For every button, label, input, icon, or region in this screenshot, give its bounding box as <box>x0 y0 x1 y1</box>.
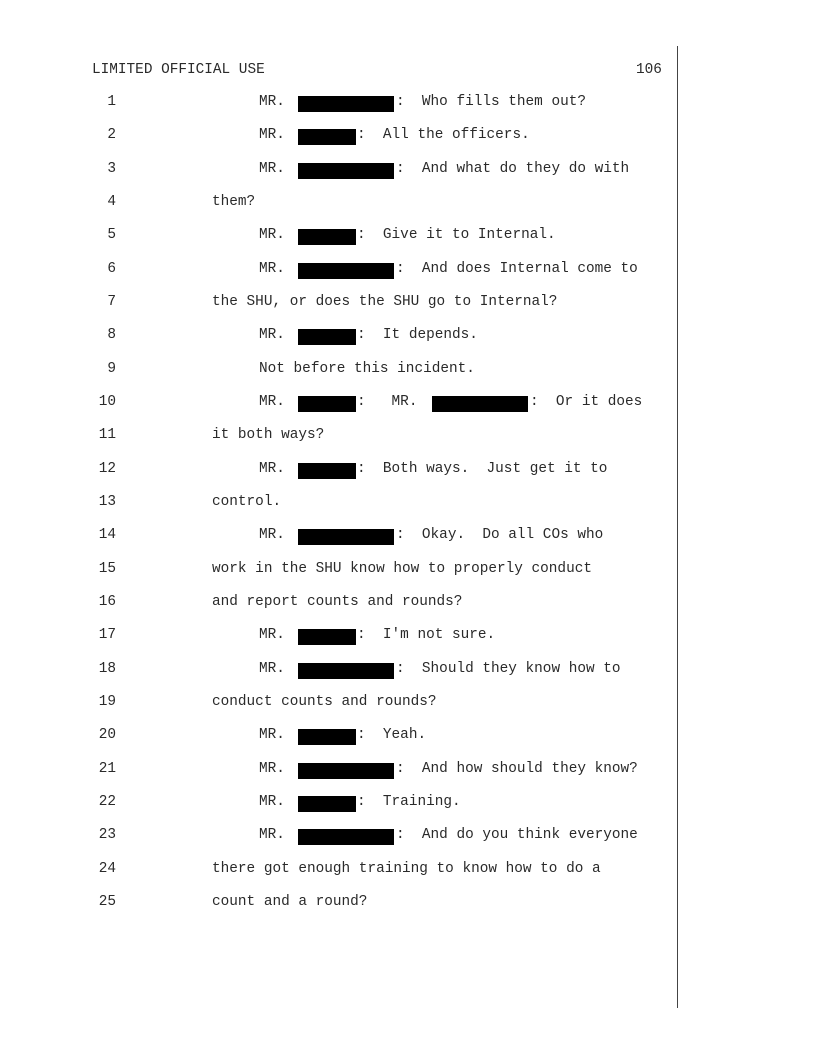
line-number: 13 <box>98 494 116 510</box>
line-text: : And how should they know? <box>396 761 638 777</box>
redaction-bar <box>298 763 394 779</box>
speaker-prefix: MR. <box>259 94 285 110</box>
redaction-bar <box>298 229 356 245</box>
transcript-line <box>0 594 700 614</box>
redaction-bar <box>298 263 394 279</box>
line-text: and report counts and rounds? <box>212 594 463 610</box>
transcript-line <box>0 894 700 914</box>
speaker-prefix: MR. <box>259 227 285 243</box>
speaker-prefix: MR. <box>259 461 285 477</box>
transcript-line <box>0 527 700 547</box>
line-number: 20 <box>98 727 116 743</box>
line-text: there got enough training to know how to do a <box>212 861 601 877</box>
line-text: : Who fills them out? <box>396 94 586 110</box>
line-text: : Yeah. <box>357 727 427 743</box>
speaker-prefix: MR. <box>259 727 285 743</box>
transcript-line <box>0 127 700 147</box>
line-number: 11 <box>98 427 116 443</box>
line-number: 2 <box>107 127 116 143</box>
transcript-line <box>0 694 700 714</box>
redaction-bar <box>298 729 356 745</box>
line-number: 3 <box>107 161 116 177</box>
line-number: 23 <box>98 827 116 843</box>
redaction-bar <box>298 463 356 479</box>
line-text: : I'm not sure. <box>357 627 496 643</box>
line-number: 10 <box>98 394 116 410</box>
transcript-line <box>0 727 700 747</box>
transcript-line <box>0 261 700 281</box>
redaction-bar <box>432 396 528 412</box>
line-number: 7 <box>107 294 116 310</box>
line-text: conduct counts and rounds? <box>212 694 437 710</box>
speaker-prefix: MR. <box>259 827 285 843</box>
line-number: 8 <box>107 327 116 343</box>
transcript-line <box>0 461 700 481</box>
line-number: 25 <box>98 894 116 910</box>
transcript-line <box>0 94 700 114</box>
line-text: count and a round? <box>212 894 368 910</box>
speaker-prefix: MR. <box>259 661 285 677</box>
redaction-bar <box>298 529 394 545</box>
speaker-prefix: MR. <box>259 127 285 143</box>
line-number: 1 <box>107 94 116 110</box>
redaction-bar <box>298 663 394 679</box>
line-number: 5 <box>107 227 116 243</box>
speaker-prefix: MR. <box>259 161 285 177</box>
line-text: : Or it does <box>530 394 643 410</box>
line-text: work in the SHU know how to properly conduct <box>212 561 592 577</box>
line-text: control. <box>212 494 282 510</box>
redaction-bar <box>298 629 356 645</box>
transcript-line <box>0 861 700 881</box>
transcript-line <box>0 394 700 414</box>
line-text: them? <box>212 194 256 210</box>
line-text: : Should they know how to <box>396 661 621 677</box>
speaker-prefix: MR. <box>259 794 285 810</box>
line-text: : Both ways. Just get it to <box>357 461 608 477</box>
line-number: 16 <box>98 594 116 610</box>
redaction-bar <box>298 329 356 345</box>
transcript-line <box>0 227 700 247</box>
line-number: 12 <box>98 461 116 477</box>
line-number: 9 <box>107 361 116 377</box>
line-number: 6 <box>107 261 116 277</box>
line-number: 21 <box>98 761 116 777</box>
redaction-bar <box>298 96 394 112</box>
transcript-line <box>0 194 700 214</box>
transcript-line <box>0 294 700 314</box>
redaction-bar <box>298 829 394 845</box>
line-number: 4 <box>107 194 116 210</box>
transcript-line <box>0 327 700 347</box>
line-number: 22 <box>98 794 116 810</box>
line-text: it both ways? <box>212 427 325 443</box>
transcript-line <box>0 661 700 681</box>
transcript-line <box>0 627 700 647</box>
speaker-prefix: MR. <box>259 527 285 543</box>
redaction-bar <box>298 129 356 145</box>
line-text: : It depends. <box>357 327 478 343</box>
redaction-bar <box>298 163 394 179</box>
line-number: 15 <box>98 561 116 577</box>
line-number: 18 <box>98 661 116 677</box>
transcript-line <box>0 161 700 181</box>
classification-header: LIMITED OFFICIAL USE <box>92 62 265 78</box>
line-text: : And what do they do with <box>396 161 630 177</box>
line-text: : Training. <box>357 794 461 810</box>
line-text: : MR. <box>357 394 418 410</box>
transcript-line <box>0 494 700 514</box>
speaker-prefix: MR. <box>259 627 285 643</box>
redaction-bar <box>298 396 356 412</box>
line-number: 14 <box>98 527 116 543</box>
line-text: the SHU, or does the SHU go to Internal? <box>212 294 558 310</box>
line-text: : And do you think everyone <box>396 827 638 843</box>
line-text: : Okay. Do all COs who <box>396 527 604 543</box>
speaker-prefix: MR. <box>259 761 285 777</box>
transcript-line <box>0 427 700 447</box>
redaction-bar <box>298 796 356 812</box>
line-number: 17 <box>98 627 116 643</box>
line-text: : All the officers. <box>357 127 530 143</box>
transcript-line <box>0 561 700 581</box>
transcript-line <box>0 827 700 847</box>
transcript-line <box>0 761 700 781</box>
line-text: Not before this incident. <box>259 361 475 377</box>
line-number: 24 <box>98 861 116 877</box>
line-text: : And does Internal come to <box>396 261 638 277</box>
line-number: 19 <box>98 694 116 710</box>
speaker-prefix: MR. <box>259 327 285 343</box>
page-number: 106 <box>636 62 662 78</box>
speaker-prefix: MR. <box>259 394 285 410</box>
line-text: : Give it to Internal. <box>357 227 556 243</box>
transcript-line <box>0 361 700 381</box>
speaker-prefix: MR. <box>259 261 285 277</box>
transcript-line <box>0 794 700 814</box>
